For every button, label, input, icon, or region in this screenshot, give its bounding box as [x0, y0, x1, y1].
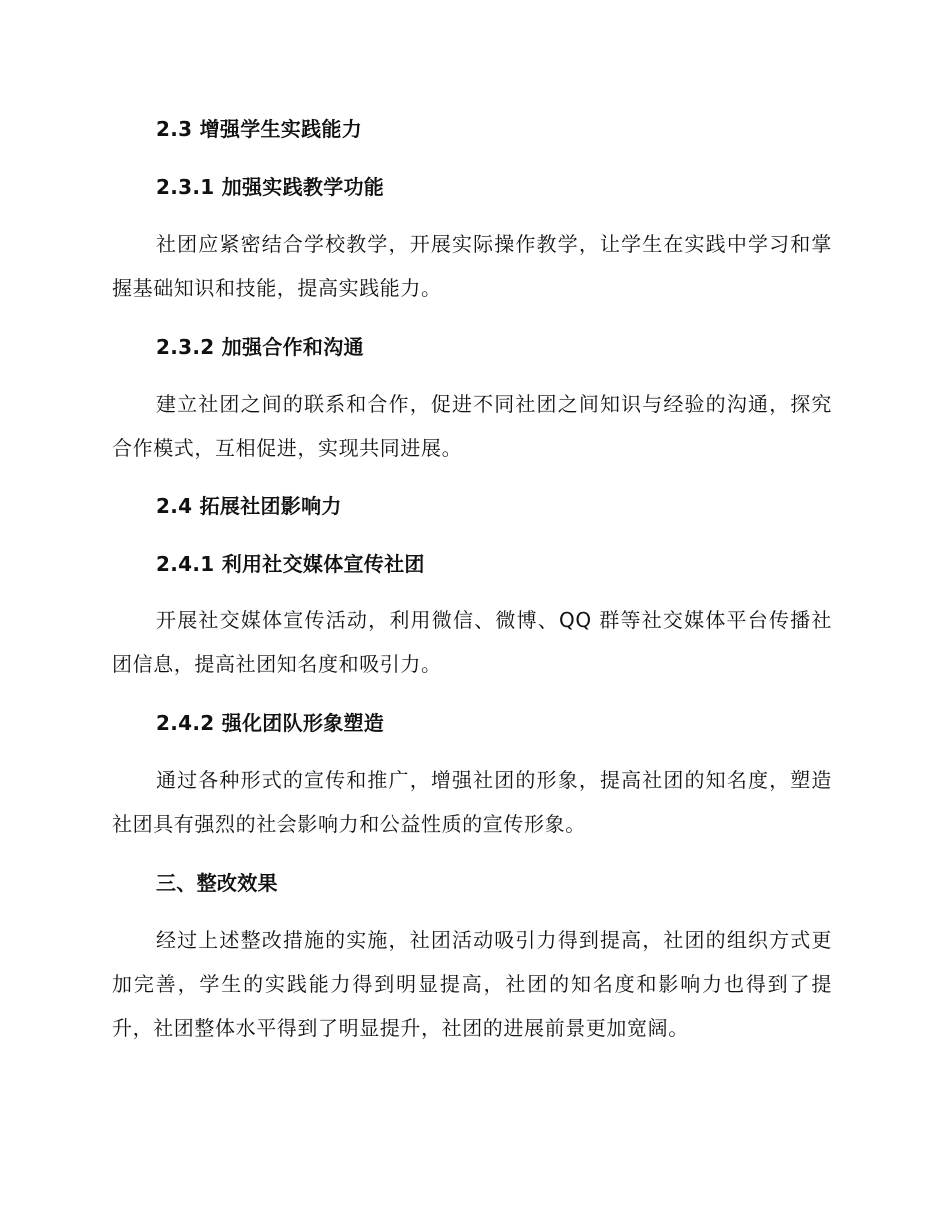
section-heading-2-3-1: 2.3.1 加强实践教学功能	[156, 175, 385, 199]
paragraph-team-image: 通过各种形式的宣传和推广，增强社团的形象，提高社团的知名度，塑造社团具有强烈的社会影响力和公益性质的宣传形象。	[112, 768, 832, 836]
paragraph-practice-teaching: 社团应紧密结合学校教学，开展实际操作教学，让学生在实践中学习和掌握基础知识和技能，提高实践能力。	[112, 232, 832, 300]
section-heading-2-3: 2.3 增强学生实践能力	[156, 117, 362, 141]
paragraph-results: 经过上述整改措施的实施，社团活动吸引力得到提高，社团的组织方式更加完善，学生的实践能力得到明显提高，社团的知名度和影响力也得到了提升，社团整体水平得到了明显提升，社团的进展前景更加宽阔。	[112, 928, 832, 1040]
section-heading-3: 三、整改效果	[156, 871, 278, 895]
paragraph-cooperation: 建立社团之间的联系和合作，促进不同社团之间知识与经验的沟通，探究合作模式，互相促进，实现共同进展。	[112, 392, 832, 460]
section-heading-2-3-2: 2.3.2 加强合作和沟通	[156, 335, 364, 359]
section-heading-2-4-1: 2.4.1 利用社交媒体宣传社团	[156, 552, 425, 576]
paragraph-social-media: 开展社交媒体宣传活动，利用微信、微博、QQ 群等社交媒体平台传播社团信息，提高社团知名度和吸引力。	[112, 608, 832, 676]
section-heading-2-4-2: 2.4.2 强化团队形象塑造	[156, 711, 385, 735]
section-heading-2-4: 2.4 拓展社团影响力	[156, 494, 342, 518]
